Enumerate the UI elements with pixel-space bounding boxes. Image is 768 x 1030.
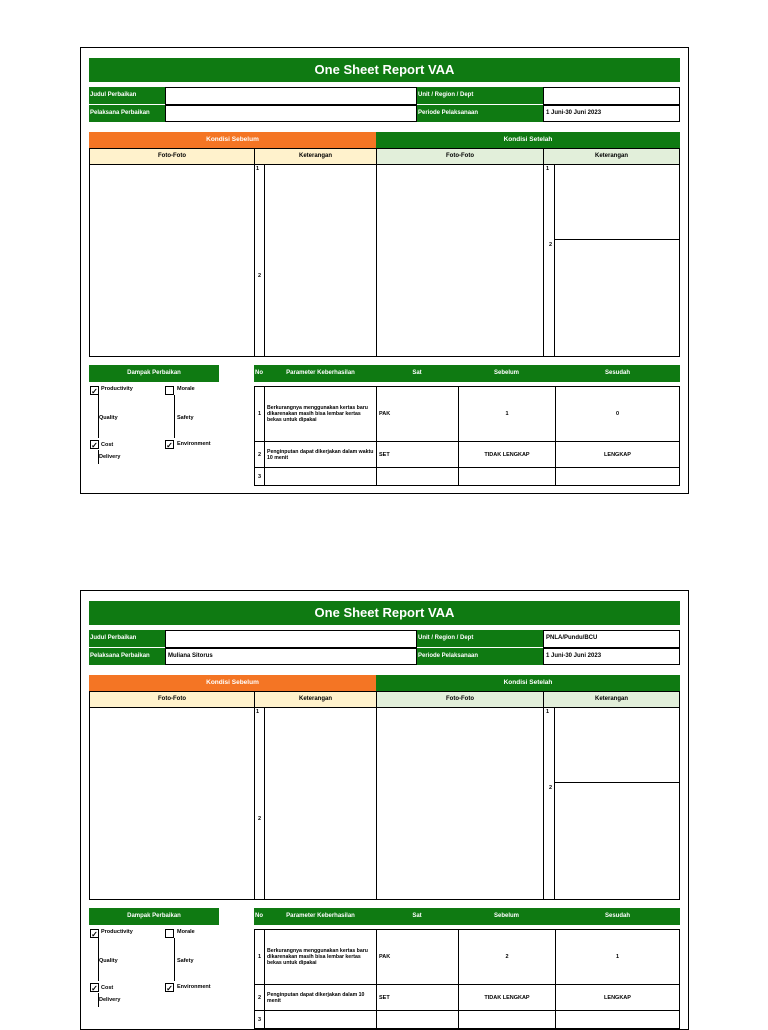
param-row-3-desc <box>264 467 377 486</box>
after-number-2: 2 <box>549 242 553 248</box>
param-row-1-sesudah: 1 <box>555 929 680 985</box>
label-productivity: Productivity <box>101 386 133 392</box>
unit-label: Unit / Region / Dept <box>417 87 543 104</box>
param-row-2-sesudah: LENGKAP <box>555 441 680 468</box>
param-row-3-sat <box>376 1010 459 1029</box>
label-productivity: Productivity <box>101 929 133 935</box>
param-col-sebelum: Sebelum <box>458 365 555 382</box>
divider <box>174 395 175 438</box>
foto-after-header: Foto-Foto <box>376 148 544 165</box>
param-col-sebelum: Sebelum <box>458 908 555 925</box>
label-quality: Quality <box>99 958 118 964</box>
label-delivery: Delivery <box>99 997 121 1003</box>
pelaksana-value <box>165 105 417 122</box>
param-row-1-sat: PAK <box>376 386 459 442</box>
param-row-2-no: 2 <box>254 441 265 468</box>
after-number-2: 2 <box>549 785 553 791</box>
unit-label: Unit / Region / Dept <box>417 630 543 647</box>
photo-before-area <box>89 707 255 900</box>
label-safety: Safety <box>177 958 194 964</box>
param-row-3-sebelum <box>458 1010 556 1029</box>
keterangan-after-header: Keterangan <box>543 691 680 708</box>
param-row-1-sesudah: 0 <box>555 386 680 442</box>
param-row-3-no: 3 <box>254 467 265 486</box>
periode-label: Periode Pelaksanaan <box>417 648 543 665</box>
dampak-header: Dampak Perbaikan <box>89 908 219 925</box>
label-environment: Environment <box>177 441 211 447</box>
checkbox-environment[interactable]: ✓ <box>166 984 173 993</box>
report-sheet-2 <box>80 590 689 1030</box>
param-row-2-desc: Penginputan dapat dikerjakan dalam 10 menit <box>264 984 377 1011</box>
keterangan-before-area <box>264 707 377 900</box>
photo-after-area <box>376 707 544 900</box>
param-row-2-desc: Penginputan dapat dikerjakan dalam waktu 10 menit <box>264 441 377 468</box>
param-col-no: No <box>254 908 265 925</box>
checkbox-cost[interactable]: ✓ <box>91 984 98 993</box>
after-number-1: 1 <box>546 709 550 715</box>
label-cost: Cost <box>101 985 114 991</box>
foto-after-header: Foto-Foto <box>376 691 544 708</box>
judul-label: Judul Perbaikan <box>89 87 165 104</box>
checkbox-morale[interactable] <box>165 386 174 395</box>
param-row-1-sebelum: 1 <box>458 386 556 442</box>
before-number-2: 2 <box>258 273 262 279</box>
judul-value <box>165 87 417 105</box>
report-sheet-1 <box>80 47 689 494</box>
param-row-2-sesudah: LENGKAP <box>555 984 680 1011</box>
param-row-3-sesudah <box>555 467 680 486</box>
kondisi-setelah-header: Kondisi Setelah <box>376 132 680 148</box>
periode-value: 1 Juni-30 Juni 2023 <box>543 648 680 665</box>
keterangan-after-1 <box>554 707 680 783</box>
param-row-2-sebelum: TIDAK LENGKAP <box>458 984 556 1011</box>
label-safety: Safety <box>177 415 194 421</box>
checkbox-productivity[interactable]: ✓ <box>91 387 98 396</box>
param-col-sesudah: Sesudah <box>555 908 680 925</box>
label-morale: Morale <box>177 929 195 935</box>
param-row-1-no: 1 <box>254 929 265 985</box>
param-col-sesudah: Sesudah <box>555 365 680 382</box>
sheet-title: One Sheet Report VAA <box>89 58 680 82</box>
param-row-1-sat: PAK <box>376 929 459 985</box>
divider <box>174 938 175 981</box>
unit-value <box>543 87 680 105</box>
before-number-1: 1 <box>256 709 260 715</box>
param-row-1-desc: Berkurangnya menggunakan kertas baru dikarenakan masih bisa lembar kertas bekas untuk dipakai <box>264 386 377 442</box>
param-row-3-sat <box>376 467 459 486</box>
keterangan-after-2 <box>554 239 680 357</box>
param-col-param: Parameter Keberhasilan <box>265 908 376 925</box>
before-number-2: 2 <box>258 816 262 822</box>
param-row-3-sesudah <box>555 1010 680 1029</box>
keterangan-before-area <box>264 164 377 357</box>
label-morale: Morale <box>177 386 195 392</box>
label-delivery: Delivery <box>99 454 121 460</box>
checkbox-cost[interactable]: ✓ <box>91 441 98 450</box>
periode-label: Periode Pelaksanaan <box>417 105 543 122</box>
keterangan-after-2 <box>554 782 680 900</box>
param-row-2-sat: SET <box>376 984 459 1011</box>
keterangan-after-header: Keterangan <box>543 148 680 165</box>
periode-value: 1 Juni-30 Juni 2023 <box>543 105 680 122</box>
dampak-header: Dampak Perbaikan <box>89 365 219 382</box>
unit-value: PNLA/Pundu/BCU <box>543 630 680 648</box>
param-row-1-no: 1 <box>254 386 265 442</box>
param-col-sat: Sat <box>376 365 458 382</box>
param-row-2-sat: SET <box>376 441 459 468</box>
foto-before-header: Foto-Foto <box>89 691 255 708</box>
param-row-2-no: 2 <box>254 984 265 1011</box>
param-col-no: No <box>254 365 265 382</box>
sheet-title: One Sheet Report VAA <box>89 601 680 625</box>
kondisi-sebelum-header: Kondisi Sebelum <box>89 132 376 148</box>
param-row-2-sebelum: TIDAK LENGKAP <box>458 441 556 468</box>
checkbox-morale[interactable] <box>165 929 174 938</box>
after-number-1: 1 <box>546 166 550 172</box>
photo-before-area <box>89 164 255 357</box>
judul-label: Judul Perbaikan <box>89 630 165 647</box>
kondisi-sebelum-header: Kondisi Sebelum <box>89 675 376 691</box>
before-number-1: 1 <box>256 166 260 172</box>
param-row-1-desc: Berkurangnya menggunakan kertas baru dikarenakan masih bisa lembar kertas bekas untuk dipakai <box>264 929 377 985</box>
label-quality: Quality <box>99 415 118 421</box>
param-row-3-no: 3 <box>254 1010 265 1029</box>
pelaksana-value: Muliana Sitorus <box>165 648 417 665</box>
param-row-3-sebelum <box>458 467 556 486</box>
judul-value <box>165 630 417 648</box>
pelaksana-label: Pelaksana Perbaikan <box>89 648 165 665</box>
keterangan-before-header: Keterangan <box>254 148 377 165</box>
checkbox-environment[interactable]: ✓ <box>166 441 173 450</box>
param-row-3-desc <box>264 1010 377 1029</box>
checkbox-productivity[interactable]: ✓ <box>91 930 98 939</box>
param-row-1-sebelum: 2 <box>458 929 556 985</box>
param-col-sat: Sat <box>376 908 458 925</box>
keterangan-after-1 <box>554 164 680 240</box>
param-col-param: Parameter Keberhasilan <box>265 365 376 382</box>
photo-after-area <box>376 164 544 357</box>
label-environment: Environment <box>177 984 211 990</box>
foto-before-header: Foto-Foto <box>89 148 255 165</box>
label-cost: Cost <box>101 442 114 448</box>
kondisi-setelah-header: Kondisi Setelah <box>376 675 680 691</box>
pelaksana-label: Pelaksana Perbaikan <box>89 105 165 122</box>
keterangan-before-header: Keterangan <box>254 691 377 708</box>
